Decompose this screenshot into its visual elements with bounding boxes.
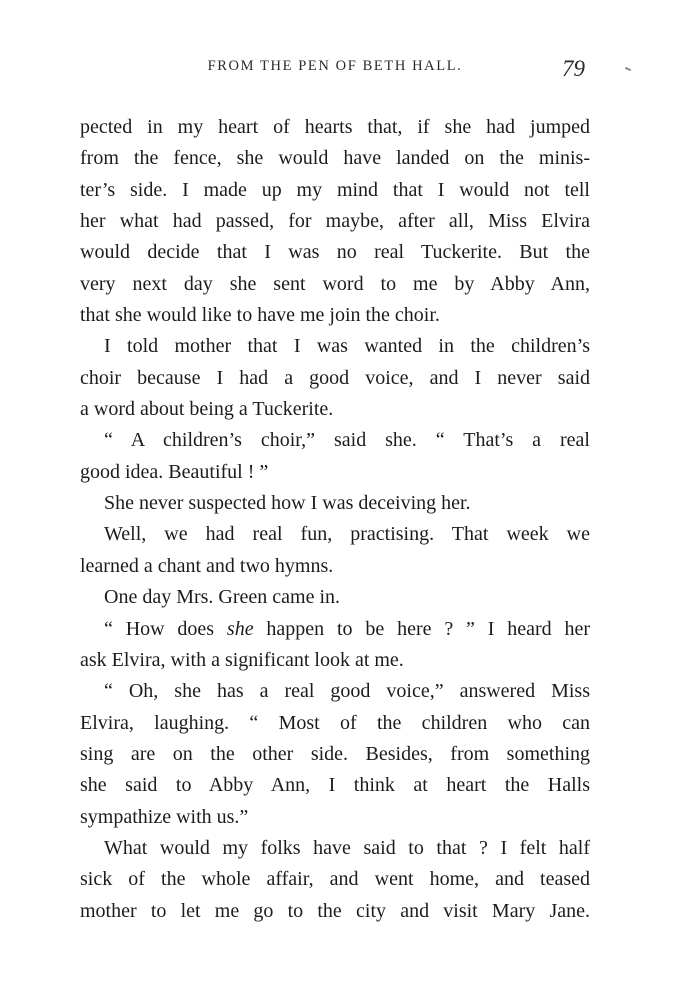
text-line: very next day she sent word to me by Abby Ann, bbox=[80, 272, 590, 295]
text-line: She never suspected how I was deceiving her. bbox=[104, 492, 471, 515]
text-line: her what had passed, for maybe, after all, Miss Elvira bbox=[80, 210, 590, 233]
body-text bbox=[80, 112, 590, 927]
text-line: One day Mrs. Green came in. bbox=[104, 586, 341, 609]
text-line: sing are on the other side. Besides, from something bbox=[80, 742, 590, 765]
text-line: from the fence, she would have landed on the minis- bbox=[80, 147, 590, 170]
text-segment: “ How does bbox=[104, 617, 227, 640]
text-line: mother to let me go to the city and visit Mary Jane. bbox=[80, 899, 590, 922]
text-line: she said to Abby Ann, I think at heart the Halls bbox=[80, 774, 590, 797]
text-line: “ Oh, she has a real good voice,” answered Miss bbox=[104, 680, 590, 703]
text-line: Elvira, laughing. “ Most of the children who can bbox=[80, 711, 590, 734]
text-line: a word about being a Tuckerite. bbox=[80, 398, 334, 421]
text-line: pected in my heart of hearts that, if she had jumped bbox=[80, 116, 590, 138]
text-line: choir because I had a good voice, and I never said bbox=[80, 366, 590, 389]
text-line: sympathize with us.” bbox=[80, 805, 249, 828]
text-line: ask Elvira, with a significant look at me. bbox=[80, 648, 404, 671]
page-number: 79 bbox=[562, 56, 585, 81]
text-line: ter’s side. I made up my mind that I would not tell bbox=[80, 178, 590, 201]
text-line: would decide that I was no real Tuckerite. But the bbox=[80, 241, 590, 264]
text-line: Well, we had real fun, practising. That week we bbox=[104, 523, 590, 546]
text-line: “ A children’s choir,” said she. “ That’s a real bbox=[104, 429, 590, 452]
text-line: that she would like to have me join the choir. bbox=[80, 304, 440, 327]
running-title: FROM THE PEN OF BETH HALL. bbox=[207, 58, 463, 74]
text-line: I told mother that I was wanted in the children’s bbox=[104, 335, 590, 358]
text-line: learned a chant and two hymns. bbox=[80, 554, 334, 577]
text-line: sick of the whole affair, and went home, and teased bbox=[80, 868, 590, 891]
italic-word: she bbox=[226, 617, 254, 640]
text-line bbox=[80, 614, 590, 645]
text-segment: happen to be here ? ” I heard her bbox=[253, 617, 590, 640]
print-speck bbox=[625, 67, 631, 71]
text-line: What would my folks have said to that ? I felt half bbox=[104, 836, 590, 859]
text-line: good idea. Beautiful ! ” bbox=[80, 460, 269, 483]
